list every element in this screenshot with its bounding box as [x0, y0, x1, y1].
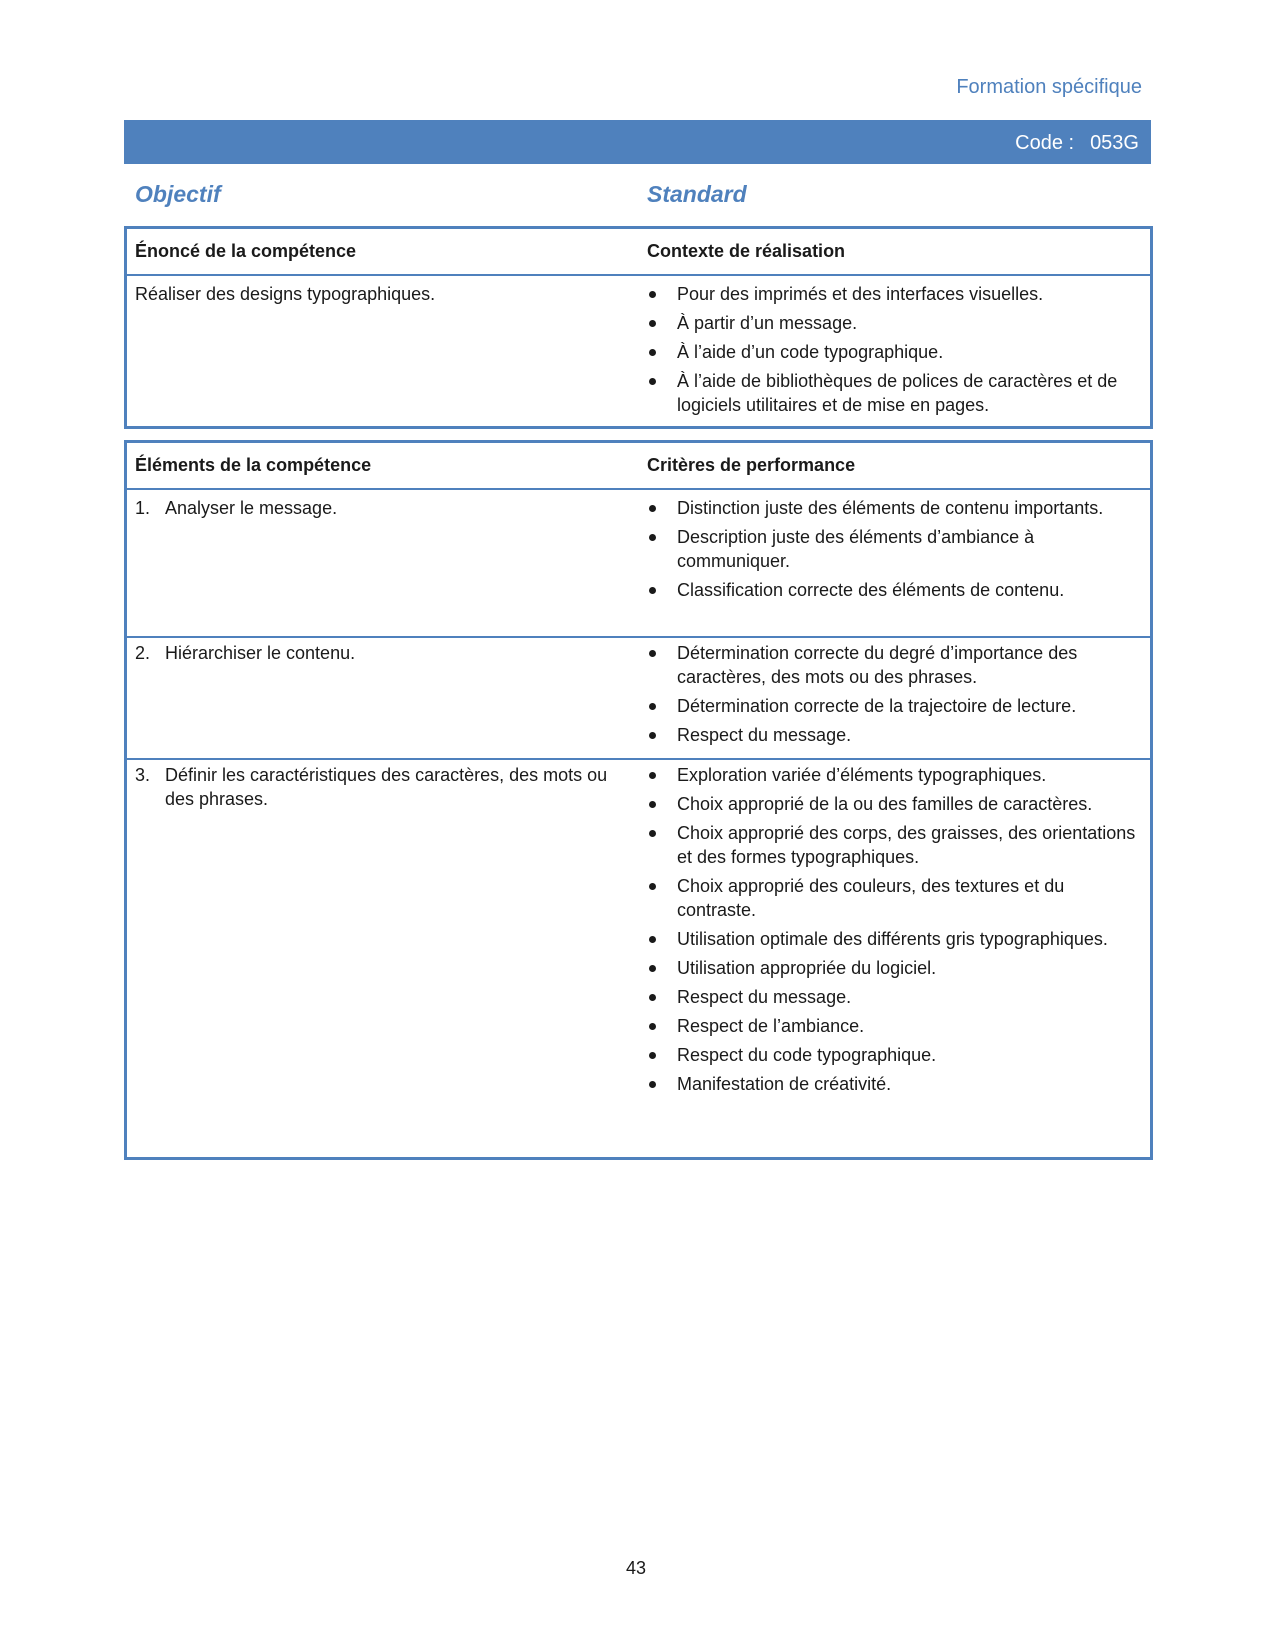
list-item: Exploration variée d’éléments typographiques.: [647, 763, 1137, 787]
competence-statement: Réaliser des designs typographiques.: [135, 284, 436, 304]
bullet-icon: [649, 1081, 656, 1088]
code-value: 053G: [1090, 132, 1139, 154]
element-text: Définir les caractéristiques des caractères, des mots ou des phrases.: [165, 765, 608, 809]
bullet-icon: [649, 994, 656, 1001]
list-item: Détermination correcte du degré d’importance des caractères, des mots ou des phrases.: [647, 641, 1137, 689]
bullet-icon: [649, 650, 656, 657]
element-number: 3.: [135, 765, 151, 785]
elements-header: Éléments de la compétence: [135, 455, 372, 475]
bullet-icon: [649, 801, 656, 808]
criteria-list-1: [647, 496, 1137, 607]
bullet-icon: [649, 1052, 656, 1059]
criteria-list-2: [647, 641, 1137, 752]
bullet-icon: [649, 505, 656, 512]
criteria-list-3: [647, 763, 1137, 1101]
element-row-1: [135, 496, 615, 520]
code-text: [1015, 132, 1139, 155]
bullet-icon: [649, 291, 656, 298]
bullet-icon: [649, 320, 656, 327]
element-text: Hiérarchiser le contenu.: [165, 643, 356, 663]
standard-title: Standard: [647, 181, 747, 207]
objectif-title: Objectif: [135, 181, 221, 207]
element-number: 1.: [135, 498, 151, 518]
competence-table-header: [127, 229, 1150, 276]
row-divider: [127, 636, 1150, 638]
bullet-icon: [649, 349, 656, 356]
competence-table: [124, 226, 1153, 429]
element-text: Analyser le message.: [165, 498, 338, 518]
bullet-icon: [649, 830, 656, 837]
context-list: [647, 282, 1137, 422]
list-item: Pour des imprimés et des interfaces visuelles.: [647, 282, 1137, 306]
context-header: Contexte de réalisation: [647, 241, 846, 261]
list-item: Classification correcte des éléments de contenu.: [647, 578, 1137, 602]
bullet-icon: [649, 732, 656, 739]
bullet-icon: [649, 378, 656, 385]
element-row-2: [135, 641, 615, 665]
bullet-icon: [649, 965, 656, 972]
list-item: Respect du message.: [647, 723, 1137, 747]
code-label: Code :: [1015, 132, 1075, 154]
bullet-icon: [649, 772, 656, 779]
elements-table-header: [127, 443, 1150, 490]
page-number: 43: [626, 1558, 647, 1578]
list-item: Respect du message.: [647, 985, 1137, 1009]
elements-table: [124, 440, 1153, 1160]
header-formation-label: Formation spécifique: [956, 76, 1142, 98]
competence-statement-header: Énoncé de la compétence: [135, 241, 357, 261]
list-item: Manifestation de créativité.: [647, 1072, 1137, 1096]
list-item: Choix approprié des corps, des graisses, des orientations et des formes typographiques.: [647, 821, 1137, 869]
list-item: À partir d’un message.: [647, 311, 1137, 335]
bullet-icon: [649, 534, 656, 541]
list-item: À l’aide d’un code typographique.: [647, 340, 1137, 364]
list-item: À l’aide de bibliothèques de polices de caractères et de logiciels utilitaires et de mise en pages.: [647, 369, 1137, 417]
bullet-icon: [649, 883, 656, 890]
code-bar: [124, 120, 1151, 164]
list-item: Respect du code typographique.: [647, 1043, 1137, 1067]
list-item: Description juste des éléments d’ambiance à communiquer.: [647, 525, 1137, 573]
list-item: Choix approprié de la ou des familles de caractères.: [647, 792, 1137, 816]
bullet-icon: [649, 1023, 656, 1030]
element-number: 2.: [135, 643, 151, 663]
bullet-icon: [649, 936, 656, 943]
list-item: Utilisation appropriée du logiciel.: [647, 956, 1137, 980]
list-item: Choix approprié des couleurs, des textures et du contraste.: [647, 874, 1137, 922]
list-item: Utilisation optimale des différents gris typographiques.: [647, 927, 1137, 951]
row-divider: [127, 758, 1150, 760]
bullet-icon: [649, 703, 656, 710]
list-item: Distinction juste des éléments de contenu importants.: [647, 496, 1137, 520]
element-row-3: [135, 763, 615, 811]
list-item: Respect de l’ambiance.: [647, 1014, 1137, 1038]
criteria-header: Critères de performance: [647, 455, 856, 475]
list-item: Détermination correcte de la trajectoire de lecture.: [647, 694, 1137, 718]
bullet-icon: [649, 587, 656, 594]
